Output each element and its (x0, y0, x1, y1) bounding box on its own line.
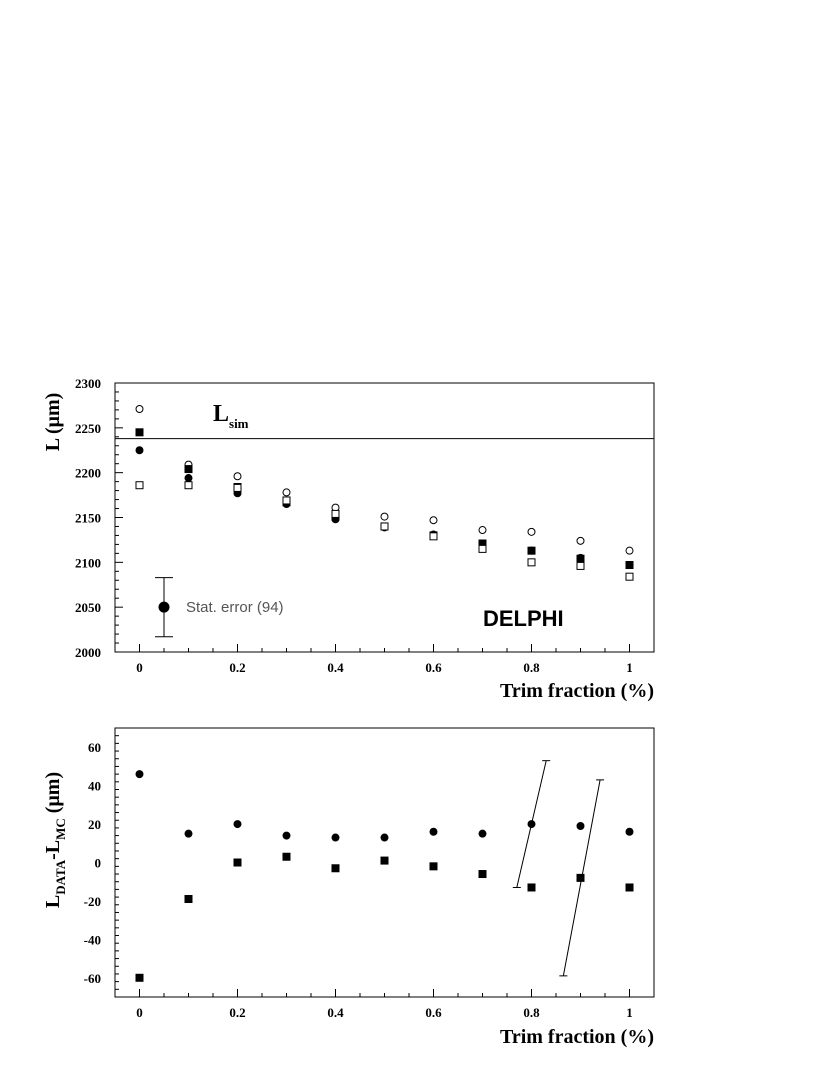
top-point-filled-square (136, 429, 143, 436)
bottom-point-filled-circle (136, 771, 143, 778)
stat-error-label: Stat. error (94) (186, 599, 284, 616)
top-point-open-circle (528, 528, 535, 535)
top-point-filled-square (185, 466, 192, 473)
top-y-tick-label: 2300 (75, 376, 101, 391)
top-y-tick-label: 2000 (75, 645, 101, 660)
top-point-open-square (332, 510, 339, 517)
top-point-open-square (234, 484, 241, 491)
bottom-point-filled-circle (528, 821, 535, 828)
top-x-tick-label: 0.4 (327, 660, 344, 675)
top-point-open-square (528, 559, 535, 566)
top-point-open-square (185, 482, 192, 489)
top-point-open-square (479, 545, 486, 552)
lsim-label-main: L (213, 401, 230, 427)
lsim-label-sub: sim (229, 416, 249, 431)
bottom-point-filled-square (479, 871, 486, 878)
bottom-y-axis-title-part2: -L (42, 839, 64, 860)
top-point-open-square (626, 573, 633, 580)
top-x-tick-label: 0.6 (425, 660, 442, 675)
bottom-point-filled-square (234, 859, 241, 866)
bottom-y-axis-title-sub1: DATA (53, 859, 68, 895)
bottom-data-points (136, 771, 633, 982)
bottom-x-tick-label: 0.4 (327, 1005, 344, 1020)
bottom-point-filled-square (626, 884, 633, 891)
bottom-y-axis-title-part3: (μm) (42, 771, 64, 819)
top-x-tick-label: 0.8 (523, 660, 540, 675)
top-y-tick-label: 2150 (75, 510, 101, 526)
top-point-open-circle (577, 537, 584, 544)
bottom-y-tick-label: -60 (83, 970, 101, 986)
top-y-tick-label: 2100 (75, 555, 101, 571)
bottom-point-filled-circle (626, 828, 633, 835)
top-point-open-circle (381, 513, 388, 520)
top-point-open-circle (136, 406, 143, 413)
bottom-y-tick-label: 60 (88, 740, 101, 756)
bottom-point-filled-square (577, 874, 584, 881)
bottom-y-tick-label: 20 (88, 817, 101, 833)
top-point-open-square (283, 497, 290, 504)
top-x-axis-title: Trim fraction (%) (499, 680, 654, 702)
bottom-error-bars (513, 761, 604, 976)
bottom-x-tick-label: 1 (626, 1005, 633, 1020)
stat-error-legend (155, 578, 173, 637)
top-point-filled-circle (577, 554, 584, 561)
top-point-open-square (577, 562, 584, 569)
bottom-point-filled-circle (332, 834, 339, 841)
bottom-x-tick-label: 0.8 (523, 1005, 540, 1020)
bottom-y-tick-label: -20 (83, 893, 101, 909)
top-y-tick-label: 2050 (75, 600, 101, 616)
top-point-filled-circle (136, 447, 143, 454)
bottom-y-tick-label: -40 (83, 932, 101, 948)
top-point-open-square (136, 482, 143, 489)
top-point-open-square (381, 523, 388, 530)
bottom-point-filled-circle (430, 828, 437, 835)
bottom-x-tick-label: 0 (136, 1005, 143, 1020)
top-point-open-circle (430, 517, 437, 524)
delphi-annotation: DELPHI (483, 606, 564, 631)
bottom-panel (42, 728, 654, 1048)
top-x-tick-label: 0 (136, 660, 143, 675)
lsim-label (213, 401, 249, 431)
bottom-point-filled-circle (479, 830, 486, 837)
bottom-y-tick-label: 0 (94, 855, 101, 871)
bottom-point-filled-circle (577, 822, 584, 829)
bottom-axis-ticks (115, 728, 630, 997)
bottom-point-filled-square (528, 884, 535, 891)
bottom-tick-labels (84, 740, 633, 1020)
bottom-point-filled-square (136, 974, 143, 981)
top-point-open-circle (283, 489, 290, 496)
bottom-y-tick-label: 40 (88, 778, 101, 794)
top-point-open-circle (626, 547, 633, 554)
top-point-open-circle (234, 473, 241, 480)
stat-error-marker (159, 602, 170, 613)
bottom-x-tick-label: 0.2 (229, 1005, 246, 1020)
bottom-point-filled-circle (234, 821, 241, 828)
bottom-point-filled-square (185, 896, 192, 903)
top-y-axis-title: L (μm) (42, 392, 64, 452)
bottom-point-filled-square (283, 853, 290, 860)
top-point-open-square (430, 533, 437, 540)
top-y-tick-label: 2250 (75, 420, 101, 436)
top-panel (42, 376, 654, 702)
bottom-point-filled-circle (185, 830, 192, 837)
top-data-points (136, 406, 633, 581)
top-y-tick-label: 2200 (75, 465, 101, 481)
bottom-y-axis-title-sub2: MC (53, 818, 68, 840)
top-x-tick-label: 0.2 (229, 660, 246, 675)
top-point-filled-circle (626, 562, 633, 569)
bottom-point-filled-square (430, 863, 437, 870)
bottom-point-filled-circle (283, 832, 290, 839)
bottom-point-filled-square (332, 865, 339, 872)
bottom-y-axis-title-part1: L (42, 894, 64, 909)
top-point-filled-circle (528, 547, 535, 554)
bottom-x-tick-label: 0.6 (425, 1005, 442, 1020)
bottom-point-filled-circle (381, 834, 388, 841)
top-point-open-circle (479, 527, 486, 534)
bottom-point-filled-square (381, 857, 388, 864)
top-x-tick-label: 1 (626, 660, 633, 675)
top-point-filled-circle (185, 475, 192, 482)
bottom-x-axis-title: Trim fraction (%) (499, 1026, 654, 1048)
bottom-y-axis-title (42, 772, 68, 908)
